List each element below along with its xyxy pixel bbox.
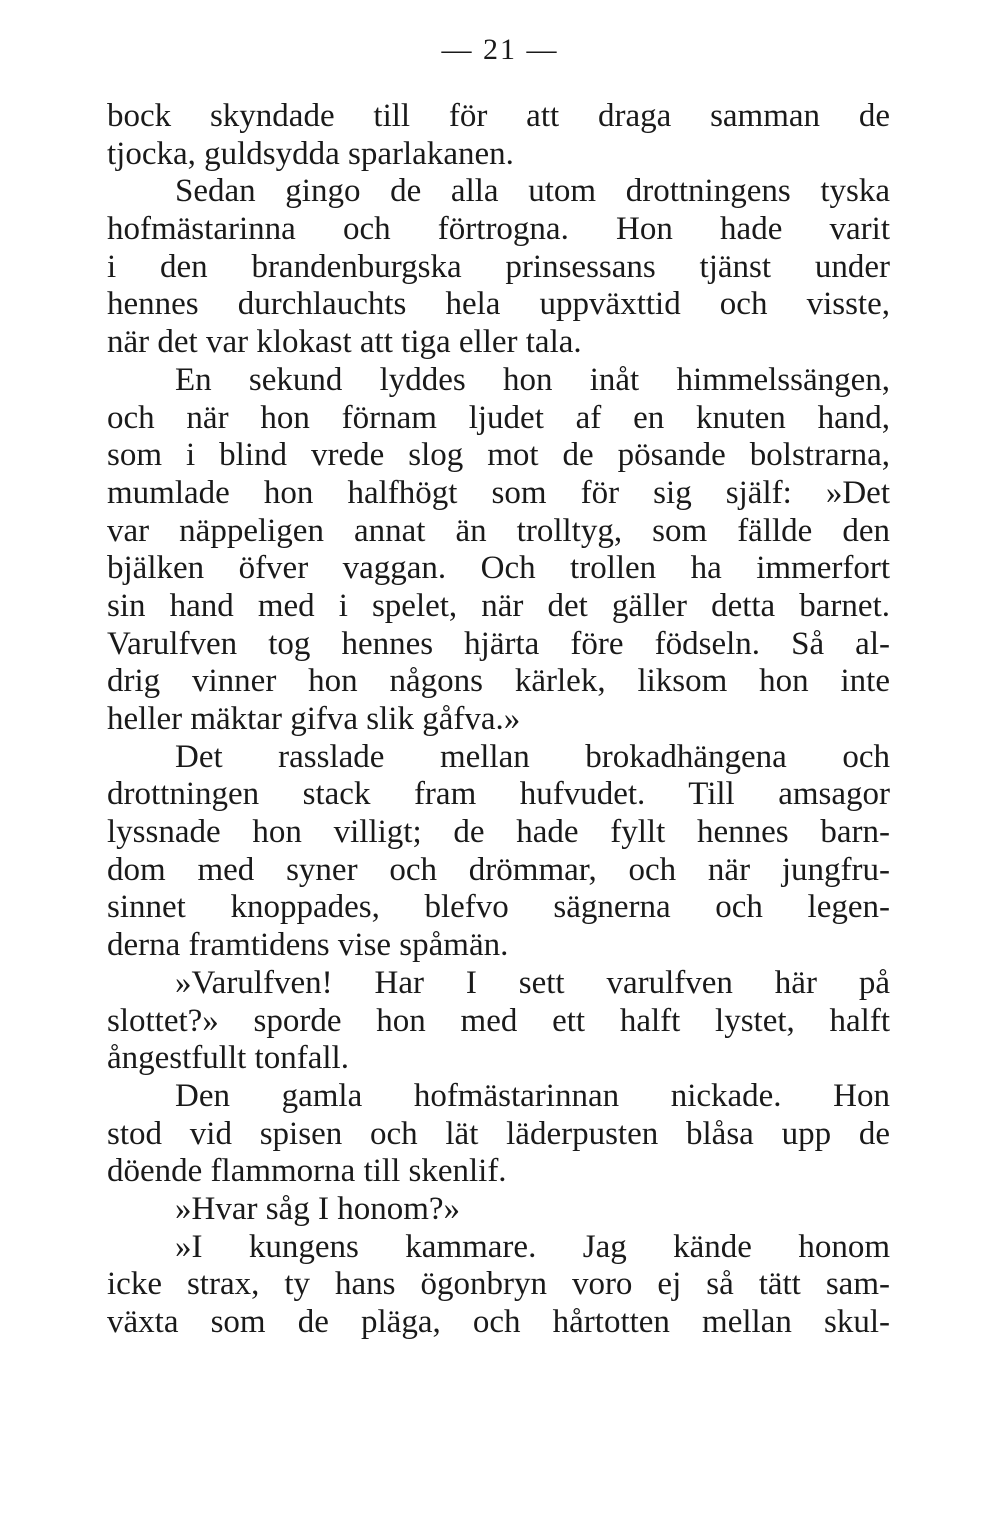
text-line: »Varulfven! Har I sett varulfven här på [175, 964, 890, 1001]
text-line: drig vinner hon någons kärlek, liksom hon inte [107, 663, 890, 700]
text-line: var näppeligen annat än trolltyg, som fällde den [107, 512, 890, 549]
text-line: som i blind vrede slog mot de pösande bolstrarna, [107, 437, 890, 474]
text-line: »I kungens kammare. Jag kände honom [175, 1228, 890, 1265]
text-line: sinnet knoppades, blefvo sägnerna och legen- [107, 889, 890, 926]
text-line: drottningen stack fram hufvudet. Till amsagor [107, 776, 890, 813]
text-line: derna framtidens vise spåmän. [107, 927, 509, 964]
text-line: och när hon förnam ljudet af en knuten hand, [107, 399, 890, 436]
text-line: i den brandenburgska prinsessans tjänst under [107, 248, 890, 285]
text-line: mumlade hon halfhögt som för sig själf: »Det [107, 474, 890, 511]
text-line: när det var klokast att tiga eller tala. [107, 324, 582, 361]
text-line: En sekund lyddes hon inåt himmelssängen, [175, 361, 890, 398]
page-number: — 21 — [441, 33, 559, 66]
text-line: icke strax, ty hans ögonbryn voro ej så tätt sam- [107, 1266, 890, 1303]
text-line: tjocka, guldsydda sparlakanen. [107, 135, 514, 172]
text-line: lyssnade hon villigt; de hade fyllt hennes barn- [107, 814, 890, 851]
text-line: ångestfullt tonfall. [107, 1040, 349, 1077]
text-line: bjälken öfver vaggan. Och trollen ha immerfort [107, 550, 890, 587]
text-line: »Hvar såg I honom?» [175, 1190, 461, 1227]
text-line: hennes durchlauchts hela uppväxttid och visste, [107, 286, 890, 323]
text-line: heller mäktar gifva slik gåfva.» [107, 701, 521, 737]
text-line: bock skyndade till för att draga samman de [107, 98, 890, 134]
text-line: Det rasslade mellan brokadhängena och [175, 738, 890, 775]
text-line: slottet?» sporde hon med ett halft lystet, halft [107, 1002, 890, 1039]
text-line: sin hand med i spelet, när det gäller detta barnet. [107, 587, 890, 624]
text-line: Sedan gingo de alla utom drottningens tyska [175, 173, 890, 210]
body-text [107, 98, 890, 1342]
text-line: döende flammorna till skenlif. [107, 1153, 507, 1190]
text-line: hofmästarinna och förtrogna. Hon hade varit [107, 211, 890, 248]
text-line: Den gamla hofmästarinnan nickade. Hon [175, 1077, 890, 1114]
text-line: växta som de pläga, och hårtotten mellan skul- [107, 1304, 890, 1340]
text-line: Varulfven tog hennes hjärta före födseln. Så al- [107, 625, 890, 662]
text-line: dom med syner och drömmar, och när jungfru- [107, 851, 890, 888]
text-line: stod vid spisen och lät läderpusten blåsa upp de [107, 1115, 890, 1152]
